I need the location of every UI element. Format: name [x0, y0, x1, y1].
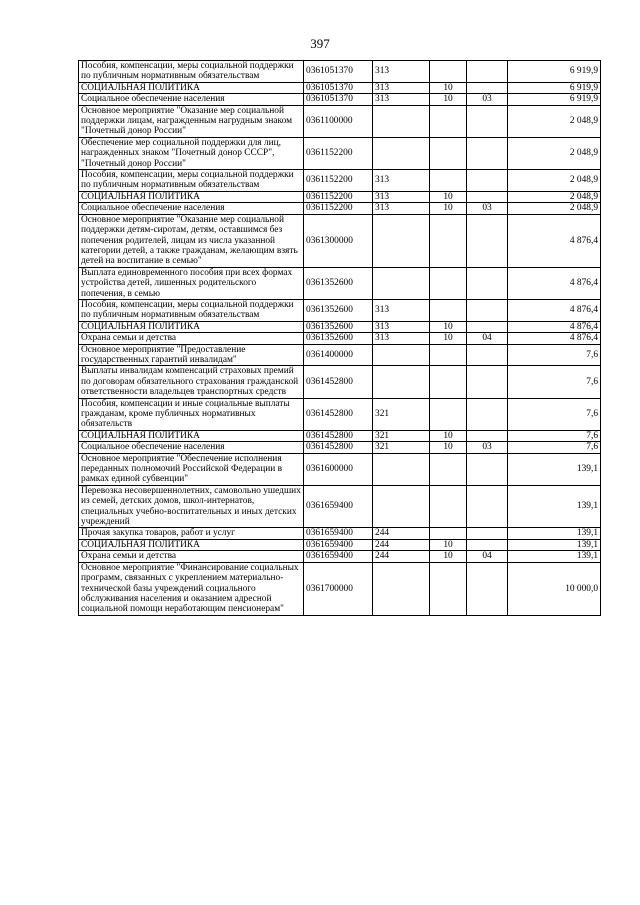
amount-cell: 139,1: [508, 551, 601, 562]
page-number: 397: [310, 36, 330, 51]
subsection-cell: [467, 485, 508, 528]
expense-type-cell: 313: [373, 170, 430, 192]
amount-cell: 7,6: [508, 366, 601, 398]
target-code-cell: 0361352600: [304, 333, 373, 344]
table-row: [79, 539, 601, 550]
section-cell: [430, 398, 467, 430]
section-cell: 10: [430, 94, 467, 105]
target-code-cell: 0361400000: [304, 344, 373, 366]
amount-cell: 10 000,0: [508, 562, 601, 615]
section-cell: 10: [430, 539, 467, 550]
amount-cell: 139,1: [508, 485, 601, 528]
table-row: [79, 333, 601, 344]
table-row: [79, 170, 601, 192]
expense-name-cell: Охрана семьи и детства: [79, 551, 304, 562]
expense-type-cell: [373, 366, 430, 398]
expense-type-cell: 313: [373, 82, 430, 93]
subsection-cell: [467, 398, 508, 430]
amount-cell: 4 876,4: [508, 321, 601, 332]
expense-type-cell: [373, 105, 430, 137]
subsection-cell: [467, 170, 508, 192]
section-cell: [430, 528, 467, 539]
target-code-cell: 0361100000: [304, 105, 373, 137]
expense-name-cell: Обеспечение мер социальной поддержки для лиц, награжденных знаком "Почетный донор СССР", "Почетный донор России": [79, 137, 304, 169]
target-code-cell: 0361659400: [304, 551, 373, 562]
target-code-cell: 0361051370: [304, 61, 373, 83]
expense-name-cell: Социальное обеспечение населения: [79, 94, 304, 105]
expense-type-cell: 244: [373, 551, 430, 562]
target-code-cell: 0361700000: [304, 562, 373, 615]
expense-type-cell: 321: [373, 430, 430, 441]
expense-name-cell: Социальное обеспечение населения: [79, 203, 304, 214]
expense-name-cell: СОЦИАЛЬНАЯ ПОЛИТИКА: [79, 539, 304, 550]
table-row: [79, 442, 601, 453]
expense-name-cell: Выплаты инвалидам компенсаций страховых премий по договорам обязательного страхования гражданской ответственности владельцев транспортных средств: [79, 366, 304, 398]
expense-type-cell: 313: [373, 61, 430, 83]
expense-name-cell: СОЦИАЛЬНАЯ ПОЛИТИКА: [79, 430, 304, 441]
subsection-cell: [467, 105, 508, 137]
amount-cell: 139,1: [508, 453, 601, 485]
section-cell: 10: [430, 442, 467, 453]
section-cell: [430, 366, 467, 398]
expense-name-cell: Социальное обеспечение населения: [79, 442, 304, 453]
expense-type-cell: 321: [373, 442, 430, 453]
target-code-cell: 0361452800: [304, 398, 373, 430]
table-row: [79, 61, 601, 83]
subsection-cell: [467, 344, 508, 366]
amount-cell: 4 876,4: [508, 214, 601, 267]
section-cell: 10: [430, 82, 467, 93]
target-code-cell: 0361051370: [304, 94, 373, 105]
table-row: [79, 485, 601, 528]
target-code-cell: 0361659400: [304, 528, 373, 539]
target-code-cell: 0361152200: [304, 137, 373, 169]
expense-name-cell: Основное мероприятие "Предоставление государственных гарантий инвалидам": [79, 344, 304, 366]
target-code-cell: 0361051370: [304, 82, 373, 93]
subsection-cell: [467, 61, 508, 83]
table-row: [79, 214, 601, 267]
budget-table-body: [79, 61, 601, 616]
section-cell: 10: [430, 203, 467, 214]
expense-type-cell: 313: [373, 299, 430, 321]
target-code-cell: 0361152200: [304, 191, 373, 202]
expense-name-cell: Пособия, компенсации, меры социальной поддержки по публичным нормативным обязательствам: [79, 299, 304, 321]
section-cell: [430, 214, 467, 267]
subsection-cell: [467, 191, 508, 202]
table-row: [79, 82, 601, 93]
amount-cell: 6 919,9: [508, 94, 601, 105]
table-row: [79, 191, 601, 202]
table-row: [79, 203, 601, 214]
section-cell: 10: [430, 321, 467, 332]
table-row: [79, 528, 601, 539]
amount-cell: 7,6: [508, 398, 601, 430]
target-code-cell: 0361152200: [304, 203, 373, 214]
subsection-cell: [467, 562, 508, 615]
section-cell: [430, 170, 467, 192]
subsection-cell: [467, 453, 508, 485]
target-code-cell: 0361659400: [304, 485, 373, 528]
target-code-cell: 0361600000: [304, 453, 373, 485]
expense-name-cell: СОЦИАЛЬНАЯ ПОЛИТИКА: [79, 82, 304, 93]
amount-cell: 139,1: [508, 528, 601, 539]
expense-type-cell: 244: [373, 528, 430, 539]
section-cell: 10: [430, 333, 467, 344]
expense-name-cell: Охрана семьи и детства: [79, 333, 304, 344]
section-cell: [430, 61, 467, 83]
expense-name-cell: Основное мероприятие "Обеспечение исполнения переданных полномочий Российской Федерации в рамках единой субвенции": [79, 453, 304, 485]
target-code-cell: 0361352600: [304, 299, 373, 321]
subsection-cell: [467, 137, 508, 169]
subsection-cell: 04: [467, 333, 508, 344]
expense-type-cell: [373, 344, 430, 366]
expense-type-cell: [373, 267, 430, 299]
target-code-cell: 0361659400: [304, 539, 373, 550]
expense-type-cell: [373, 137, 430, 169]
target-code-cell: 0361452800: [304, 366, 373, 398]
section-cell: [430, 485, 467, 528]
table-row: [79, 137, 601, 169]
amount-cell: 4 876,4: [508, 299, 601, 321]
amount-cell: 6 919,9: [508, 82, 601, 93]
expense-name-cell: Перевозка несовершеннолетних, самовольно ушедших из семей, детских домов, школ-интернатов, специальных учебно-воспитательных и иных детских учреждений: [79, 485, 304, 528]
section-cell: [430, 137, 467, 169]
amount-cell: 7,6: [508, 442, 601, 453]
amount-cell: 4 876,4: [508, 267, 601, 299]
table-row: [79, 299, 601, 321]
table-row: [79, 105, 601, 137]
amount-cell: 4 876,4: [508, 333, 601, 344]
amount-cell: 7,6: [508, 430, 601, 441]
expense-name-cell: Пособия, компенсации и иные социальные выплаты гражданам, кроме публичных нормативных обязательств: [79, 398, 304, 430]
budget-table: [78, 60, 601, 616]
expense-type-cell: 313: [373, 203, 430, 214]
table-row: [79, 551, 601, 562]
subsection-cell: 04: [467, 551, 508, 562]
target-code-cell: 0361452800: [304, 430, 373, 441]
subsection-cell: [467, 321, 508, 332]
table-row: [79, 267, 601, 299]
section-cell: [430, 562, 467, 615]
expense-type-cell: [373, 485, 430, 528]
expense-name-cell: Прочая закупка товаров, работ и услуг: [79, 528, 304, 539]
subsection-cell: [467, 214, 508, 267]
expense-name-cell: СОЦИАЛЬНАЯ ПОЛИТИКА: [79, 191, 304, 202]
subsection-cell: [467, 299, 508, 321]
subsection-cell: [467, 528, 508, 539]
section-cell: 10: [430, 430, 467, 441]
expense-type-cell: 313: [373, 94, 430, 105]
expense-name-cell: Основное мероприятие "Финансирование социальных программ, связанных с укреплением материально-технической базы учреждений социального обслуживания населения и оказанием адресной социальной помощи неработающим пенсионерам": [79, 562, 304, 615]
section-cell: 10: [430, 191, 467, 202]
amount-cell: 7,6: [508, 344, 601, 366]
table-row: [79, 344, 601, 366]
expense-name-cell: Основное мероприятие "Оказание мер социальной поддержки детям-сиротам, детям, оставшимся без попечения родителей, лицам из числа указанной категории детей, а также гражданам, желающим взять детей на воспитание в семью": [79, 214, 304, 267]
expense-name-cell: Пособия, компенсации, меры социальной поддержки по публичным нормативным обязательствам: [79, 61, 304, 83]
table-row: [79, 398, 601, 430]
expense-type-cell: 313: [373, 191, 430, 202]
subsection-cell: 03: [467, 203, 508, 214]
table-row: [79, 453, 601, 485]
table-row: [79, 430, 601, 441]
expense-type-cell: 313: [373, 333, 430, 344]
target-code-cell: 0361352600: [304, 267, 373, 299]
subsection-cell: [467, 82, 508, 93]
expense-name-cell: Пособия, компенсации, меры социальной поддержки по публичным нормативным обязательствам: [79, 170, 304, 192]
expense-type-cell: 313: [373, 321, 430, 332]
section-cell: 10: [430, 551, 467, 562]
expense-type-cell: 244: [373, 539, 430, 550]
subsection-cell: 03: [467, 94, 508, 105]
expense-type-cell: [373, 562, 430, 615]
section-cell: [430, 267, 467, 299]
target-code-cell: 0361452800: [304, 442, 373, 453]
target-code-cell: 0361152200: [304, 170, 373, 192]
amount-cell: 2 048,9: [508, 170, 601, 192]
amount-cell: 2 048,9: [508, 203, 601, 214]
subsection-cell: [467, 539, 508, 550]
section-cell: [430, 344, 467, 366]
amount-cell: 6 919,9: [508, 61, 601, 83]
amount-cell: 2 048,9: [508, 137, 601, 169]
section-cell: [430, 453, 467, 485]
expense-type-cell: [373, 214, 430, 267]
table-row: [79, 321, 601, 332]
table-row: [79, 562, 601, 615]
subsection-cell: [467, 430, 508, 441]
amount-cell: 2 048,9: [508, 191, 601, 202]
expense-name-cell: Основное мероприятие "Оказание мер социальной поддержки лицам, награжденным нагрудным знаком "Почетный донор России": [79, 105, 304, 137]
amount-cell: 139,1: [508, 539, 601, 550]
target-code-cell: 0361300000: [304, 214, 373, 267]
table-row: [79, 366, 601, 398]
expense-name-cell: СОЦИАЛЬНАЯ ПОЛИТИКА: [79, 321, 304, 332]
section-cell: [430, 105, 467, 137]
expense-type-cell: [373, 453, 430, 485]
expense-type-cell: 321: [373, 398, 430, 430]
expense-name-cell: Выплата единовременного пособия при всех формах устройства детей, лишенных родительского попечения, в семью: [79, 267, 304, 299]
subsection-cell: [467, 267, 508, 299]
subsection-cell: [467, 366, 508, 398]
section-cell: [430, 299, 467, 321]
target-code-cell: 0361352600: [304, 321, 373, 332]
amount-cell: 2 048,9: [508, 105, 601, 137]
table-row: [79, 94, 601, 105]
subsection-cell: 03: [467, 442, 508, 453]
